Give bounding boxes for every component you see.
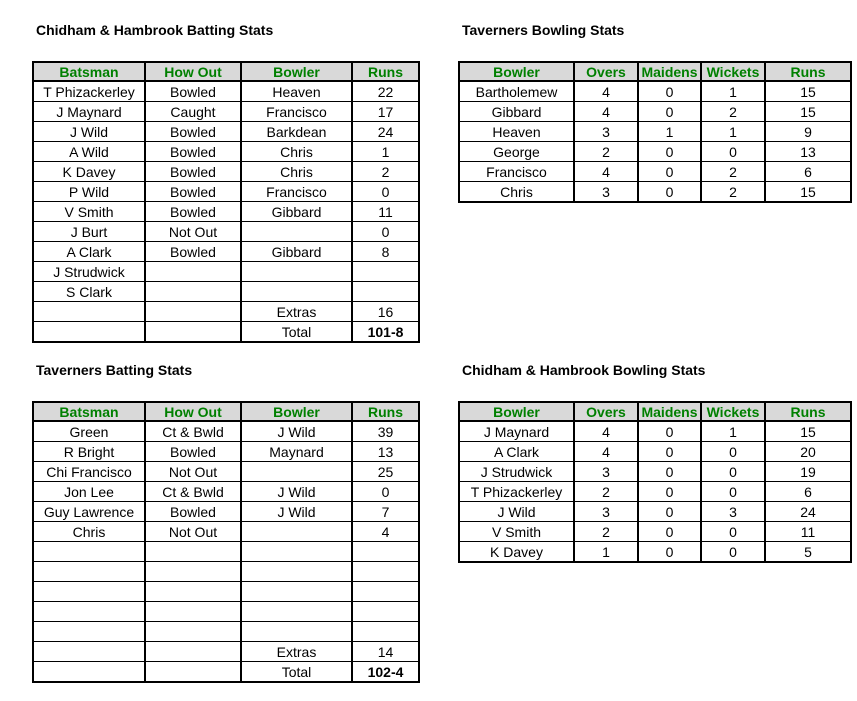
taverners-batting-table bbox=[32, 401, 420, 683]
table-row bbox=[459, 142, 851, 162]
table-cell: Bowled bbox=[145, 162, 241, 182]
table-cell: Bowled bbox=[145, 122, 241, 142]
table-cell: 102-4 bbox=[352, 662, 419, 683]
table-cell: 22 bbox=[352, 81, 419, 102]
table-cell bbox=[33, 582, 145, 602]
table-row bbox=[33, 602, 419, 622]
table-row bbox=[33, 202, 419, 222]
table-cell: 17 bbox=[352, 102, 419, 122]
table-row bbox=[459, 81, 851, 102]
column-header: Runs bbox=[352, 402, 419, 421]
table-cell bbox=[145, 582, 241, 602]
table-row bbox=[459, 542, 851, 563]
table-cell: J Maynard bbox=[33, 102, 145, 122]
table-cell: S Clark bbox=[33, 282, 145, 302]
table-cell: 0 bbox=[352, 482, 419, 502]
table-cell: Gibbard bbox=[241, 242, 352, 262]
table-row bbox=[33, 102, 419, 122]
table-cell: Bowled bbox=[145, 182, 241, 202]
chidham-bowling-table bbox=[458, 401, 852, 563]
table-cell bbox=[145, 562, 241, 582]
column-header: Bowler bbox=[241, 402, 352, 421]
section-taverners-bowling bbox=[458, 22, 852, 203]
table-cell: J Wild bbox=[459, 502, 574, 522]
table-cell: 11 bbox=[765, 522, 851, 542]
table-row bbox=[33, 442, 419, 462]
table-cell: Ct & Bwld bbox=[145, 421, 241, 442]
table-cell: J Strudwick bbox=[33, 262, 145, 282]
table-cell: V Smith bbox=[459, 522, 574, 542]
table-cell: 1 bbox=[352, 142, 419, 162]
table-row bbox=[459, 122, 851, 142]
table-row bbox=[459, 522, 851, 542]
table-cell: 0 bbox=[352, 182, 419, 202]
table-cell: 0 bbox=[701, 522, 765, 542]
table-cell: Total bbox=[241, 662, 352, 683]
table-cell: 20 bbox=[765, 442, 851, 462]
column-header: Bowler bbox=[459, 402, 574, 421]
table-row bbox=[33, 322, 419, 343]
table-cell: Guy Lawrence bbox=[33, 502, 145, 522]
table-row bbox=[33, 502, 419, 522]
table-row bbox=[459, 482, 851, 502]
table-cell: 16 bbox=[352, 302, 419, 322]
table-cell bbox=[241, 582, 352, 602]
table-cell: 24 bbox=[352, 122, 419, 142]
column-header: How Out bbox=[145, 62, 241, 81]
table-cell: 4 bbox=[352, 522, 419, 542]
table-cell bbox=[33, 642, 145, 662]
table-cell: A Wild bbox=[33, 142, 145, 162]
column-header: Runs bbox=[765, 402, 851, 421]
table-title-taverners-batting: Taverners Batting Stats bbox=[36, 362, 193, 378]
table-row bbox=[33, 562, 419, 582]
header-row bbox=[33, 402, 419, 421]
table-row bbox=[33, 302, 419, 322]
table-cell: Green bbox=[33, 421, 145, 442]
table-row bbox=[33, 162, 419, 182]
section-chidham-bowling bbox=[458, 362, 852, 563]
table-cell bbox=[33, 622, 145, 642]
table-cell bbox=[145, 642, 241, 662]
table-cell: 4 bbox=[574, 102, 638, 122]
table-cell: 2 bbox=[574, 142, 638, 162]
table-row bbox=[33, 642, 419, 662]
table-cell: 24 bbox=[765, 502, 851, 522]
table-cell: J Maynard bbox=[459, 421, 574, 442]
table-row bbox=[33, 522, 419, 542]
table-cell: Bowled bbox=[145, 502, 241, 522]
table-cell bbox=[241, 622, 352, 642]
table-cell bbox=[33, 562, 145, 582]
table-cell: 0 bbox=[638, 421, 701, 442]
table-cell: Heaven bbox=[241, 81, 352, 102]
table-cell: 0 bbox=[638, 442, 701, 462]
table-cell: 4 bbox=[574, 421, 638, 442]
table-cell: Ct & Bwld bbox=[145, 482, 241, 502]
table-row bbox=[33, 262, 419, 282]
table-cell bbox=[33, 602, 145, 622]
table-cell bbox=[33, 662, 145, 683]
table-cell: 3 bbox=[574, 502, 638, 522]
table-cell: R Bright bbox=[33, 442, 145, 462]
table-cell: Jon Lee bbox=[33, 482, 145, 502]
table-cell: 4 bbox=[574, 162, 638, 182]
table-cell: Chris bbox=[241, 162, 352, 182]
table-cell bbox=[241, 542, 352, 562]
table-cell: 15 bbox=[765, 102, 851, 122]
table-cell bbox=[352, 562, 419, 582]
table-cell bbox=[145, 262, 241, 282]
table-cell: K Davey bbox=[459, 542, 574, 563]
table-row bbox=[33, 462, 419, 482]
table-cell: 0 bbox=[701, 142, 765, 162]
table-cell: Not Out bbox=[145, 462, 241, 482]
table-cell bbox=[352, 602, 419, 622]
table-cell: 101-8 bbox=[352, 322, 419, 343]
table-row bbox=[33, 182, 419, 202]
table-cell: Chris bbox=[459, 182, 574, 203]
header-row bbox=[459, 62, 851, 81]
table-cell: Heaven bbox=[459, 122, 574, 142]
column-header: Bowler bbox=[459, 62, 574, 81]
table-cell: Bartholemew bbox=[459, 81, 574, 102]
table-row bbox=[459, 182, 851, 203]
table-cell: Gibbard bbox=[241, 202, 352, 222]
table-cell: 4 bbox=[574, 442, 638, 462]
table-cell: A Clark bbox=[33, 242, 145, 262]
table-cell: 1 bbox=[701, 122, 765, 142]
table-cell: 3 bbox=[574, 182, 638, 203]
table-title-chidham-batting: Chidham & Hambrook Batting Stats bbox=[36, 22, 274, 38]
table-cell: 1 bbox=[638, 122, 701, 142]
column-header: How Out bbox=[145, 402, 241, 421]
table-cell: 0 bbox=[638, 162, 701, 182]
table-cell: Total bbox=[241, 322, 352, 343]
table-cell: 0 bbox=[638, 502, 701, 522]
table-row bbox=[33, 662, 419, 683]
table-cell: Chi Francisco bbox=[33, 462, 145, 482]
table-cell: T Phizackerley bbox=[459, 482, 574, 502]
table-cell: 0 bbox=[701, 442, 765, 462]
column-header: Bowler bbox=[241, 62, 352, 81]
table-row bbox=[33, 482, 419, 502]
table-row bbox=[33, 582, 419, 602]
table-cell: J Wild bbox=[241, 482, 352, 502]
table-cell: 6 bbox=[765, 162, 851, 182]
column-header: Runs bbox=[765, 62, 851, 81]
column-header: Batsman bbox=[33, 62, 145, 81]
column-header: Overs bbox=[574, 402, 638, 421]
table-cell: J Strudwick bbox=[459, 462, 574, 482]
table-cell: V Smith bbox=[33, 202, 145, 222]
table-cell bbox=[352, 542, 419, 562]
table-cell: 13 bbox=[765, 142, 851, 162]
table-cell: Not Out bbox=[145, 222, 241, 242]
table-cell: 0 bbox=[352, 222, 419, 242]
table-cell: P Wild bbox=[33, 182, 145, 202]
table-title-taverners-bowling: Taverners Bowling Stats bbox=[462, 22, 625, 38]
table-cell: 6 bbox=[765, 482, 851, 502]
table-row bbox=[33, 242, 419, 262]
taverners-bowling-table bbox=[458, 61, 852, 203]
table-cell: 39 bbox=[352, 421, 419, 442]
table-cell bbox=[352, 582, 419, 602]
table-cell: J Wild bbox=[33, 122, 145, 142]
table-cell: J Burt bbox=[33, 222, 145, 242]
table-cell: Not Out bbox=[145, 522, 241, 542]
table-cell: Bowled bbox=[145, 442, 241, 462]
table-cell: 0 bbox=[638, 542, 701, 563]
table-cell bbox=[145, 282, 241, 302]
table-row bbox=[33, 81, 419, 102]
table-cell bbox=[352, 622, 419, 642]
table-cell: 1 bbox=[701, 81, 765, 102]
table-cell bbox=[241, 602, 352, 622]
table-cell: Maynard bbox=[241, 442, 352, 462]
section-chidham-batting bbox=[32, 22, 420, 343]
table-cell: 15 bbox=[765, 182, 851, 203]
table-cell: 2 bbox=[574, 482, 638, 502]
chidham-batting-table bbox=[32, 61, 420, 343]
table-cell: Bowled bbox=[145, 202, 241, 222]
table-cell: 3 bbox=[574, 122, 638, 142]
header-row bbox=[459, 402, 851, 421]
table-cell: 9 bbox=[765, 122, 851, 142]
table-cell: 0 bbox=[638, 462, 701, 482]
table-cell: J Wild bbox=[241, 502, 352, 522]
table-row bbox=[459, 421, 851, 442]
table-cell: Bowled bbox=[145, 81, 241, 102]
column-header: Runs bbox=[352, 62, 419, 81]
table-cell bbox=[145, 302, 241, 322]
table-cell: 3 bbox=[574, 462, 638, 482]
table-cell: 2 bbox=[701, 162, 765, 182]
column-header: Batsman bbox=[33, 402, 145, 421]
table-cell bbox=[241, 522, 352, 542]
table-cell bbox=[33, 302, 145, 322]
table-cell: 0 bbox=[701, 542, 765, 563]
table-cell bbox=[33, 542, 145, 562]
table-cell bbox=[241, 222, 352, 242]
table-cell bbox=[352, 262, 419, 282]
table-cell: 11 bbox=[352, 202, 419, 222]
table-cell: Gibbard bbox=[459, 102, 574, 122]
table-row bbox=[459, 502, 851, 522]
table-cell: A Clark bbox=[459, 442, 574, 462]
table-row bbox=[33, 222, 419, 242]
table-row bbox=[33, 142, 419, 162]
table-cell: 7 bbox=[352, 502, 419, 522]
table-cell bbox=[145, 542, 241, 562]
table-cell: 19 bbox=[765, 462, 851, 482]
table-cell: 2 bbox=[574, 522, 638, 542]
table-cell: 2 bbox=[352, 162, 419, 182]
table-cell: 3 bbox=[701, 502, 765, 522]
table-cell bbox=[241, 562, 352, 582]
table-cell bbox=[145, 322, 241, 343]
column-header: Maidens bbox=[638, 402, 701, 421]
table-cell: Bowled bbox=[145, 142, 241, 162]
column-header: Maidens bbox=[638, 62, 701, 81]
header-row bbox=[33, 62, 419, 81]
table-cell bbox=[33, 322, 145, 343]
table-row bbox=[33, 122, 419, 142]
table-cell: 15 bbox=[765, 81, 851, 102]
table-cell: 4 bbox=[574, 81, 638, 102]
table-cell: 8 bbox=[352, 242, 419, 262]
table-cell bbox=[241, 282, 352, 302]
table-cell: 1 bbox=[574, 542, 638, 563]
table-cell: 0 bbox=[638, 81, 701, 102]
table-cell: 0 bbox=[701, 462, 765, 482]
table-cell: 25 bbox=[352, 462, 419, 482]
table-cell: Barkdean bbox=[241, 122, 352, 142]
table-cell: Chris bbox=[33, 522, 145, 542]
table-cell: J Wild bbox=[241, 421, 352, 442]
table-row bbox=[459, 462, 851, 482]
column-header: Wickets bbox=[701, 402, 765, 421]
table-cell: 1 bbox=[701, 421, 765, 442]
table-cell: 0 bbox=[638, 102, 701, 122]
table-cell bbox=[241, 262, 352, 282]
table-cell: K Davey bbox=[33, 162, 145, 182]
table-row bbox=[33, 622, 419, 642]
table-cell: George bbox=[459, 142, 574, 162]
table-cell: T Phizackerley bbox=[33, 81, 145, 102]
table-row bbox=[33, 282, 419, 302]
table-cell: Caught bbox=[145, 102, 241, 122]
table-row bbox=[33, 421, 419, 442]
table-row bbox=[459, 102, 851, 122]
table-cell: 2 bbox=[701, 102, 765, 122]
table-cell bbox=[145, 602, 241, 622]
table-title-chidham-bowling: Chidham & Hambrook Bowling Stats bbox=[462, 362, 706, 378]
table-cell bbox=[241, 462, 352, 482]
table-cell: 0 bbox=[701, 482, 765, 502]
table-cell: Chris bbox=[241, 142, 352, 162]
table-row bbox=[459, 162, 851, 182]
table-cell: 14 bbox=[352, 642, 419, 662]
table-cell: Francisco bbox=[241, 182, 352, 202]
table-cell: 0 bbox=[638, 482, 701, 502]
table-cell bbox=[145, 622, 241, 642]
column-header: Wickets bbox=[701, 62, 765, 81]
table-cell: 0 bbox=[638, 142, 701, 162]
section-taverners-batting bbox=[32, 362, 420, 683]
table-cell: Francisco bbox=[241, 102, 352, 122]
table-cell: 15 bbox=[765, 421, 851, 442]
column-header: Overs bbox=[574, 62, 638, 81]
table-cell: Francisco bbox=[459, 162, 574, 182]
table-cell: 0 bbox=[638, 522, 701, 542]
table-cell: 0 bbox=[638, 182, 701, 203]
table-row bbox=[33, 542, 419, 562]
table-cell: 2 bbox=[701, 182, 765, 203]
table-row bbox=[459, 442, 851, 462]
table-cell: Bowled bbox=[145, 242, 241, 262]
table-cell: 5 bbox=[765, 542, 851, 563]
table-cell: Extras bbox=[241, 302, 352, 322]
table-cell: Extras bbox=[241, 642, 352, 662]
table-cell bbox=[145, 662, 241, 683]
table-cell bbox=[352, 282, 419, 302]
table-cell: 13 bbox=[352, 442, 419, 462]
